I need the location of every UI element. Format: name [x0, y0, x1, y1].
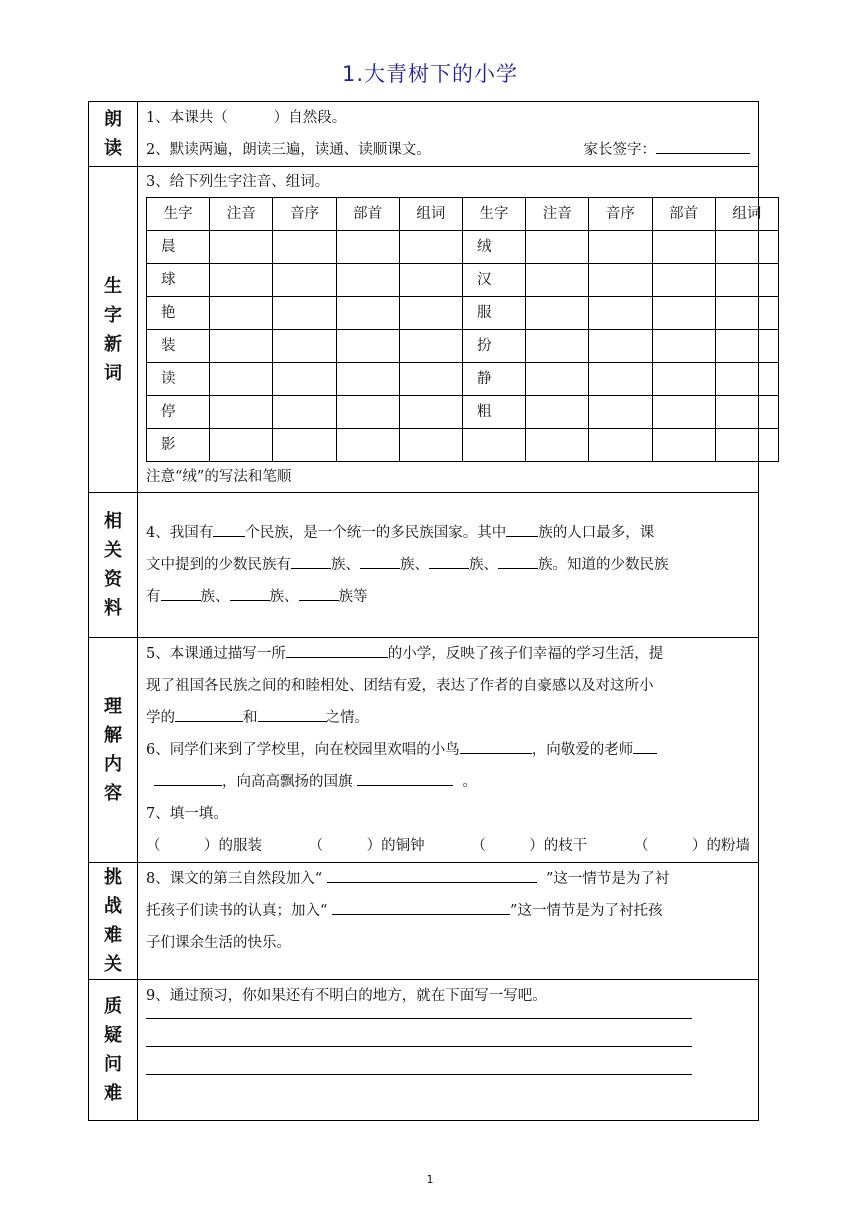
answer-cell[interactable]	[526, 330, 589, 363]
character-cell: 粗	[462, 396, 525, 429]
character-cell: 汉	[462, 264, 525, 297]
fill-item-wall[interactable]: （ ）的粉墙	[633, 838, 750, 854]
answer-cell[interactable]	[210, 264, 273, 297]
answer-cell[interactable]	[589, 396, 652, 429]
section-ziliao	[89, 493, 759, 638]
table-row	[147, 363, 779, 396]
section-label-ziliao: 相 关 资 料	[89, 493, 138, 638]
answer-cell[interactable]	[589, 429, 652, 462]
answer-cell[interactable]	[336, 231, 399, 264]
character-cell	[462, 429, 525, 462]
character-cell: 读	[147, 363, 210, 396]
question-4-line-2: 文中提到的少数民族有 族、 族、 族、 族。知道的少数民族	[146, 549, 750, 581]
blank[interactable]	[498, 552, 538, 569]
answer-cell[interactable]	[526, 429, 589, 462]
question-6-line-2: ，向高高飘扬的国旗 。	[146, 766, 750, 798]
blank[interactable]	[357, 769, 453, 786]
character-cell: 静	[462, 363, 525, 396]
answer-cell[interactable]	[336, 297, 399, 330]
blank[interactable]	[286, 641, 388, 658]
answer-cell[interactable]	[589, 297, 652, 330]
answer-cell[interactable]	[399, 231, 462, 264]
column-header: 注音	[526, 198, 589, 231]
section-lijie	[89, 638, 759, 863]
answer-cell[interactable]	[336, 330, 399, 363]
section-tiaozhan	[89, 863, 759, 980]
answer-cell[interactable]	[399, 396, 462, 429]
answer-cell[interactable]	[652, 330, 715, 363]
answer-cell[interactable]	[210, 231, 273, 264]
column-header: 生字	[147, 198, 210, 231]
question-8-line-1: 8、课文的第三自然段加入“ ”这一情节是为了衬	[146, 863, 750, 895]
section-label-tiaozhan: 挑 战 难 关	[89, 863, 138, 980]
answer-cell[interactable]	[526, 396, 589, 429]
question-8-line-2: 托孩子们读书的认真；加入“ ”这一情节是为了衬托孩	[146, 895, 750, 927]
question-5-line-2: 现了祖国各民族之间的和睦相处、团结有爱，表达了作者的自豪感以及对这所小	[146, 678, 654, 694]
blank[interactable]	[460, 737, 532, 754]
section-langdu	[89, 102, 759, 167]
table-row	[147, 264, 779, 297]
question-7-fill	[146, 830, 750, 862]
column-header: 组词	[715, 198, 778, 231]
blank[interactable]	[258, 705, 326, 722]
answer-cell[interactable]	[652, 231, 715, 264]
blank[interactable]	[332, 898, 510, 915]
fill-item-branch[interactable]: （ ）的枝干	[471, 838, 588, 854]
section-zhiyi	[89, 980, 759, 1121]
column-header: 音序	[273, 198, 336, 231]
answer-cell[interactable]	[273, 231, 336, 264]
section-shengzi	[89, 167, 759, 493]
answer-cell[interactable]	[273, 429, 336, 462]
character-cell: 艳	[147, 297, 210, 330]
fill-item-bell[interactable]: （ ）的铜钟	[308, 838, 425, 854]
question-4-line-1: 4、我国有 个民族，是一个统一的多民族国家。其中 族的人口最多，课	[146, 517, 750, 549]
character-cell: 影	[147, 429, 210, 462]
character-cell: 绒	[462, 231, 525, 264]
answer-cell[interactable]	[526, 264, 589, 297]
blank[interactable]	[213, 520, 245, 537]
answer-cell[interactable]	[336, 264, 399, 297]
answer-cell[interactable]	[399, 363, 462, 396]
answer-cell[interactable]	[652, 363, 715, 396]
answer-cell[interactable]	[526, 363, 589, 396]
answer-line-1[interactable]	[146, 1012, 692, 1019]
signature-blank[interactable]	[656, 137, 750, 154]
column-header: 生字	[462, 198, 525, 231]
blank[interactable]	[360, 552, 400, 569]
answer-cell[interactable]	[589, 363, 652, 396]
blank[interactable]	[327, 866, 537, 883]
blank[interactable]	[230, 584, 270, 601]
column-header: 部首	[652, 198, 715, 231]
answer-cell[interactable]	[210, 396, 273, 429]
section-label-shengzi: 生 字 新 词	[89, 167, 138, 493]
question-5-line-3: 学的 和 之情。	[146, 702, 750, 734]
blank[interactable]	[633, 737, 657, 754]
answer-cell[interactable]	[210, 429, 273, 462]
blank[interactable]	[161, 584, 201, 601]
answer-cell[interactable]	[652, 429, 715, 462]
blank[interactable]	[429, 552, 469, 569]
answer-cell[interactable]	[210, 363, 273, 396]
fill-item-clothes[interactable]: （ ）的服装	[146, 838, 262, 854]
answer-cell[interactable]	[652, 297, 715, 330]
section-label-langdu: 朗 读	[89, 102, 138, 167]
column-header: 音序	[589, 198, 652, 231]
answer-cell[interactable]	[210, 297, 273, 330]
question-5-line-1: 5、本课通过描写一所 的小学，反映了孩子们幸福的学习生活，提	[146, 638, 750, 670]
section-label-lijie: 理 解 内 容	[89, 638, 138, 863]
table-row	[147, 429, 779, 462]
answer-cell[interactable]	[210, 330, 273, 363]
answer-cell[interactable]	[273, 330, 336, 363]
character-table-header	[147, 198, 779, 231]
table-row	[147, 297, 779, 330]
parent-signature[interactable]: 家长签字：	[584, 134, 751, 166]
table-row	[147, 330, 779, 363]
section-label-zhiyi: 质 疑 问 难	[89, 980, 138, 1121]
answer-cell[interactable]	[652, 264, 715, 297]
answer-cell[interactable]	[715, 429, 778, 462]
character-cell: 装	[147, 330, 210, 363]
character-cell: 球	[147, 264, 210, 297]
character-cell: 停	[147, 396, 210, 429]
question-2: 2、默读两遍，朗读三遍，读通、读顺课文。 家长签字：	[146, 134, 750, 166]
answer-cell[interactable]	[273, 396, 336, 429]
answer-cell[interactable]	[715, 264, 778, 297]
answer-cell[interactable]	[273, 297, 336, 330]
answer-cell[interactable]	[336, 429, 399, 462]
page-title: 1.大青树下的小学	[341, 62, 519, 86]
question-8-line-3: 子们课余生活的快乐。	[146, 935, 291, 951]
blank[interactable]	[291, 552, 331, 569]
answer-cell[interactable]	[273, 363, 336, 396]
answer-cell[interactable]	[715, 363, 778, 396]
character-cell: 扮	[462, 330, 525, 363]
answer-cell[interactable]	[399, 330, 462, 363]
answer-cell[interactable]	[652, 396, 715, 429]
column-header: 注音	[210, 198, 273, 231]
answer-line-2[interactable]	[146, 1019, 692, 1047]
column-header: 部首	[336, 198, 399, 231]
answer-cell[interactable]	[715, 297, 778, 330]
answer-cell[interactable]	[399, 264, 462, 297]
answer-cell[interactable]	[336, 363, 399, 396]
worksheet-table	[88, 101, 762, 1121]
character-cell: 晨	[147, 231, 210, 264]
answer-cell[interactable]	[589, 231, 652, 264]
question-4-line-3: 有 族、 族、 族等	[146, 581, 750, 613]
answer-cell[interactable]	[273, 264, 336, 297]
answer-cell[interactable]	[715, 231, 778, 264]
blank[interactable]	[154, 769, 222, 786]
answer-cell[interactable]	[399, 297, 462, 330]
answer-cell[interactable]	[715, 330, 778, 363]
answer-cell[interactable]	[589, 330, 652, 363]
blank[interactable]	[175, 705, 243, 722]
table-row	[147, 231, 779, 264]
question-3: 3、给下列生字注音、组词。	[146, 174, 330, 190]
table-row	[147, 396, 779, 429]
answer-cell[interactable]	[399, 429, 462, 462]
stroke-note: 注意“绒”的写法和笔顺	[146, 469, 292, 485]
answer-cell[interactable]	[526, 297, 589, 330]
answer-cell[interactable]	[336, 396, 399, 429]
question-9: 9、通过预习，你如果还有不明白的地方，就在下面写一写吧。	[146, 988, 547, 1004]
answer-cell[interactable]	[526, 231, 589, 264]
question-6-line-1: 6、同学们来到了学校里，向在校园里欢唱的小鸟 ，向敬爱的老师	[146, 734, 750, 766]
character-table	[146, 197, 779, 462]
page-number: 1	[426, 1173, 434, 1186]
question-7: 7、填一填。	[146, 806, 228, 822]
character-cell: 服	[462, 297, 525, 330]
answer-line-3[interactable]	[146, 1047, 692, 1075]
answer-cell[interactable]	[589, 264, 652, 297]
blank[interactable]	[506, 520, 538, 537]
blank[interactable]	[299, 584, 339, 601]
column-header: 组词	[399, 198, 462, 231]
answer-cell[interactable]	[715, 396, 778, 429]
question-1: 1、本课共（ ）自然段。	[146, 110, 347, 126]
